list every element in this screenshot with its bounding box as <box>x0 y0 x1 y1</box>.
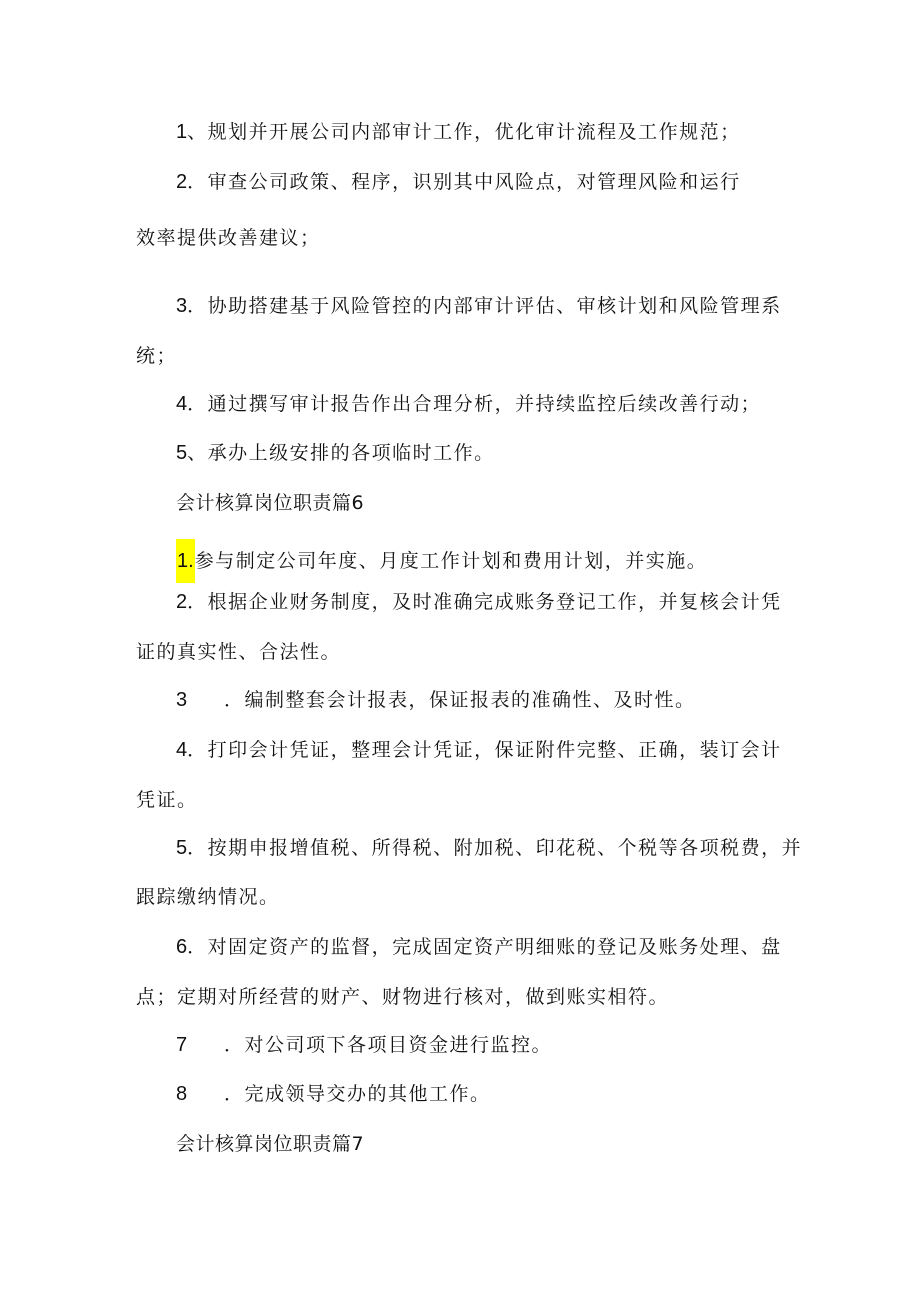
item-number: 3 <box>176 689 188 711</box>
item-number: 4 <box>176 739 188 761</box>
item-text: ．打印会计凭证，整理会计凭证，保证附件完整、正确，装订会计 <box>187 739 782 761</box>
item-number: 5 <box>176 837 188 859</box>
section1-item1 <box>176 120 741 144</box>
item-text: ．对固定资产的监督，完成固定资产明细账的登记及账务处理、盘 <box>187 936 782 958</box>
item-text: ．编制整套会计报表，保证报表的准确性、及时性。 <box>224 689 696 711</box>
section-heading-7: 会计核算岗位职责篇7 <box>176 1133 365 1155</box>
section1-item2 <box>176 170 741 194</box>
section6-item2 <box>176 590 782 614</box>
item-number: 6 <box>176 936 188 958</box>
section1-item5 <box>176 441 495 465</box>
highlighted-item-number: 1. <box>176 539 195 583</box>
section6-item4-continuation: 凭证。 <box>136 789 198 811</box>
section6-item6 <box>176 935 782 959</box>
item-number: 3 <box>176 295 188 317</box>
item-number: 8 <box>176 1083 188 1105</box>
item-number: 2 <box>176 171 188 193</box>
item-text: ．协助搭建基于风险管控的内部审计评估、审核计划和风险管理系 <box>187 295 782 317</box>
item-text: ．审查公司政策、程序，识别其中风险点，对管理风险和运行 <box>187 171 741 193</box>
section1-item3 <box>176 294 782 318</box>
item-number: 4 <box>176 393 188 415</box>
section1-item3-continuation: 统； <box>136 345 178 367</box>
section6-item6-continuation: 点；定期对所经营的财产、财物进行核对，做到账实相符。 <box>136 986 670 1008</box>
item-number: 2 <box>176 591 188 613</box>
section1-item4 <box>176 392 761 416</box>
section6-item1 <box>176 539 707 583</box>
section6-item5-continuation: 跟踪缴纳情况。 <box>136 886 280 908</box>
item-text: ．对公司项下各项目资金进行监控。 <box>224 1034 553 1056</box>
item-text: 参与制定公司年度、月度工作计划和费用计划，并实施。 <box>194 550 708 572</box>
item-text: ．通过撰写审计报告作出合理分析，并持续监控后续改善行动； <box>187 393 762 415</box>
item-text: 、规划并开展公司内部审计工作，优化审计流程及工作规范； <box>187 121 741 143</box>
section1-item2-continuation: 效率提供改善建议； <box>136 227 321 249</box>
item-text: ．按期申报增值税、所得税、附加税、印花税、个税等各项税费，并 <box>187 837 803 859</box>
section6-item4 <box>176 738 782 762</box>
item-text: ．完成领导交办的其他工作。 <box>224 1083 491 1105</box>
item-number: 5 <box>176 442 188 464</box>
section6-item3 <box>176 688 696 712</box>
item-text: ．根据企业财务制度，及时准确完成账务登记工作，并复核会计凭 <box>187 591 782 613</box>
section6-item7 <box>176 1033 552 1057</box>
item-text: 、承办上级安排的各项临时工作。 <box>187 442 495 464</box>
section6-item8 <box>176 1082 491 1106</box>
section6-item5 <box>176 836 802 860</box>
section-heading-6: 会计核算岗位职责篇6 <box>176 492 365 514</box>
item-number: 1 <box>176 121 188 143</box>
section6-item2-continuation: 证的真实性、合法性。 <box>136 641 342 663</box>
item-number: 7 <box>176 1034 188 1056</box>
